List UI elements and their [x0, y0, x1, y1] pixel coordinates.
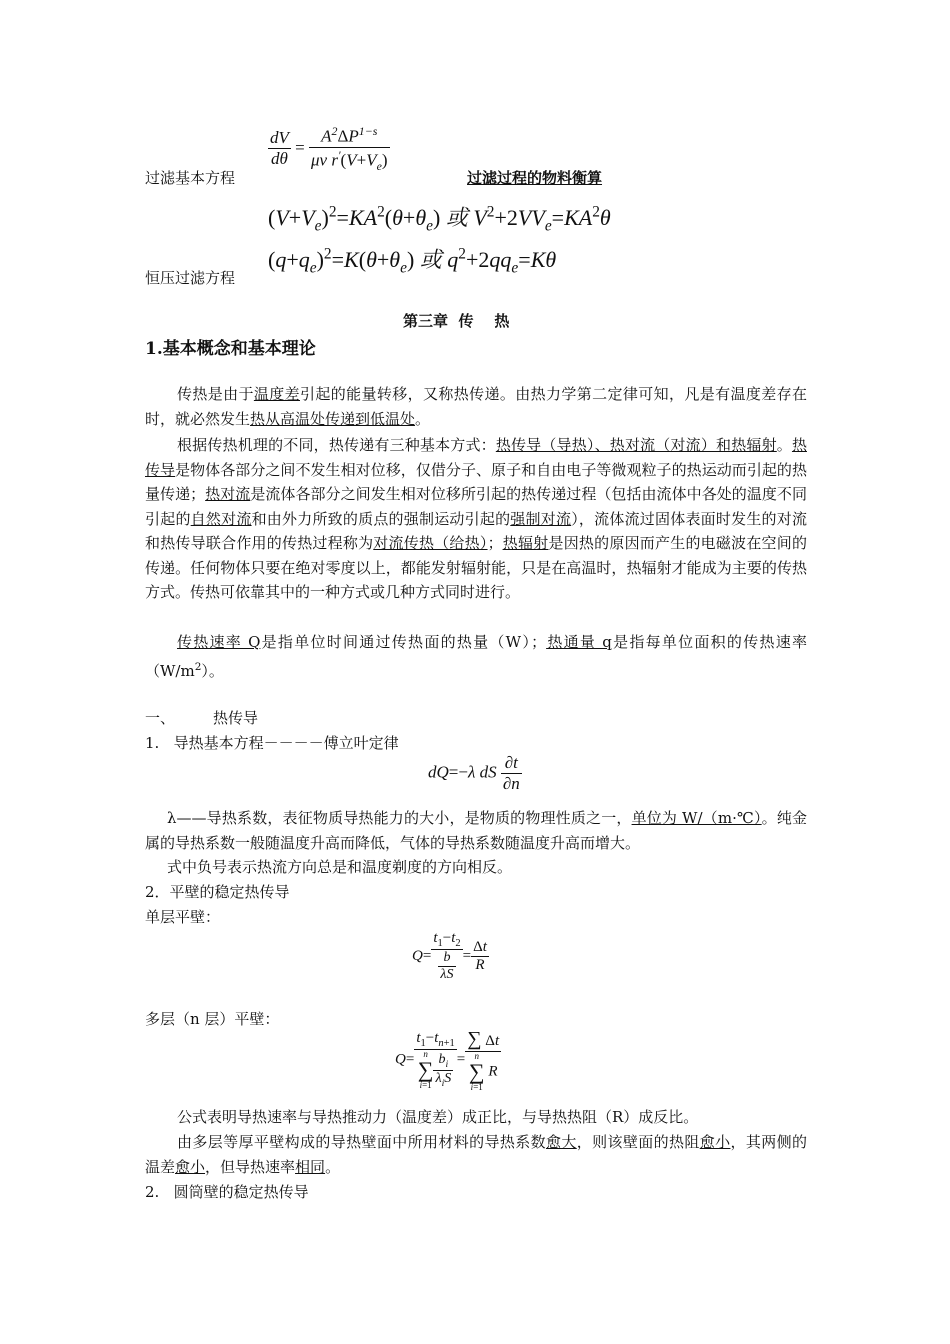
text: 是指单位时间通过传热面的热量（W）； — [260, 633, 547, 651]
text: 。纯金属的导热系数一般随温度升高而降低，气体的导热系数随温度升高而增大。 — [145, 809, 807, 852]
text: ，其两侧的温差 — [145, 1133, 807, 1176]
item-fourier-law: 1. 导热基本方程－－－－傅立叶定律 — [145, 734, 399, 752]
text: 。 — [415, 409, 431, 428]
text: λ——导热系数，表征物质导热能力的大小，是物质的物理性质之一， — [167, 809, 632, 827]
term-heat-flow-direction: 热从高温处传递到低温处 — [250, 409, 416, 428]
paragraph-heat-rate — [145, 630, 807, 683]
text: 和由外力所致的质点的强制运动引起的 — [251, 509, 511, 528]
term-larger: 愈大 — [545, 1133, 577, 1151]
term-temperature-difference: 温度差 — [253, 385, 300, 403]
text: ，但导热速率 — [205, 1157, 296, 1176]
item-cylinder-wall: 2. 圆筒壁的稳定热传导 — [145, 1183, 309, 1201]
superscript: 2 — [194, 660, 202, 673]
filtration-basic-label: 过滤基本方程 — [145, 169, 236, 187]
paragraph-heat-transfer-modes — [145, 433, 807, 605]
term-conduction: 热传导 — [145, 436, 807, 479]
term-forced-convection: 强制对流 — [510, 509, 572, 528]
term-smaller: 愈小 — [175, 1157, 206, 1176]
term-radiation: 热辐射 — [502, 534, 549, 552]
const-pressure-equation-1: $(V+V_e)^2=KA^2(\theta+\theta_e)$ 或 $V^2+2VV_e=KA^2\theta$ — [268, 203, 611, 235]
text: 。 — [776, 436, 792, 454]
paragraph-heat-transfer-definition — [145, 382, 807, 431]
or-word: 或 — [419, 247, 442, 272]
term-heat-rate: 传热速率 Q — [177, 633, 261, 651]
text: 是物体各部分之间不发生相对位移，仅借分子、原子和自由电子等微观粒子的热运动而引起的热量传递； — [145, 460, 807, 503]
material-balance-label: 过滤过程的物料衡算 — [467, 169, 603, 187]
single-wall-equation: Q= $\frac{t_1-t_2}{\frac{b}{\lambda S}}$ = $\frac{\Delta t}{R}$ — [412, 930, 487, 982]
term-heat-flux: 热通量 q — [546, 633, 612, 651]
heading-number: 一、 — [145, 709, 176, 727]
chapter-title: 第三章 传 热 — [403, 312, 510, 330]
heading-text: 热传导 — [213, 709, 259, 727]
text: ），流体流过固体表面时发生的对流和热传导联合作用的传热过程称为 — [145, 509, 807, 552]
section-heading: 1.基本概念和基本理论 — [145, 339, 316, 359]
text: 是流体各部分之间发生相对位移所引起的热传递过程（包括由流体中各处的温度不同引起的 — [145, 485, 807, 528]
text: ）。 — [201, 661, 224, 680]
text: 根据传热机理的不同，热传递有三种基本方式： — [177, 436, 496, 454]
term-convective-heat-transfer: 对流传热（给热） — [373, 534, 488, 552]
text: 是指每单位面积的传热速率（W/m — [145, 633, 807, 680]
text: 是因热的原因而产生的电磁波在空间的传递。任何物体只要在绝对零度以上，都能发射辐射能，只是在高温时，热辐射才能成为主要的传热方式。传热可依靠其中的一种方式或几种方式同时进行。 — [145, 534, 807, 601]
formula-note: 公式表明导热速率与导热推动力（温度差）成正比，与导热热阻（R）成反比。 — [177, 1108, 699, 1126]
paragraph-lambda — [145, 806, 807, 855]
const-pressure-equation-2: $(q+q_e)^2=K(\theta+\theta_e)$ 或 $q^2+2qq_e=K\theta$ — [268, 245, 557, 277]
item-plane-wall: 2．平壁的稳定热传导 — [145, 883, 290, 901]
multi-wall-equation: Q= $t_1-t_{n+1}$ n ∑ i=1 $\frac{b_i}{\lambda_iS}$ = ∑ Δt n ∑ i=1 R — [395, 1028, 500, 1092]
sign-note: 式中负号表示热流方向总是和温度剃度的方向相反。 — [167, 858, 513, 876]
term-three-modes: 热传导（导热）、热对流（对流）和热辐射 — [495, 436, 777, 454]
text: ； — [487, 534, 503, 552]
term-convection: 热对流 — [205, 485, 251, 503]
term-same: 相同 — [295, 1157, 326, 1176]
multi-wall-label: 多层（n 层）平壁： — [145, 1010, 280, 1028]
term-natural-convection: 自然对流 — [190, 509, 252, 528]
or-word: 或 — [445, 205, 468, 230]
term-smaller: 愈小 — [699, 1133, 731, 1151]
term-lambda-unit: 单位为 W/（m·℃） — [631, 809, 762, 827]
text: ，则该壁面的热阻 — [576, 1133, 700, 1151]
text: 传热是由于 — [177, 385, 254, 403]
paragraph-multilayer — [145, 1130, 807, 1179]
const-pressure-label: 恒压过滤方程 — [145, 269, 236, 287]
text: 。 — [325, 1157, 341, 1176]
filtration-basic-equation: $\frac{dV}{d\theta}$ = $\frac{A^2\Delta P^{1-s}}{\mu v r'(V+V_e)}$ — [270, 124, 388, 173]
text: 引起的能量转移，又称热传递。由热力学第二定律可知，凡是有温度差存在时，就必然发生 — [145, 385, 807, 428]
text: 由多层等厚平壁构成的导热壁面中所用材料的导热系数 — [177, 1133, 546, 1151]
single-wall-label: 单层平壁： — [145, 908, 221, 926]
fourier-equation: dQ=−λ dS $\frac{\partial t}{\partial n}$ — [428, 753, 520, 793]
heading-conduction — [145, 707, 258, 728]
